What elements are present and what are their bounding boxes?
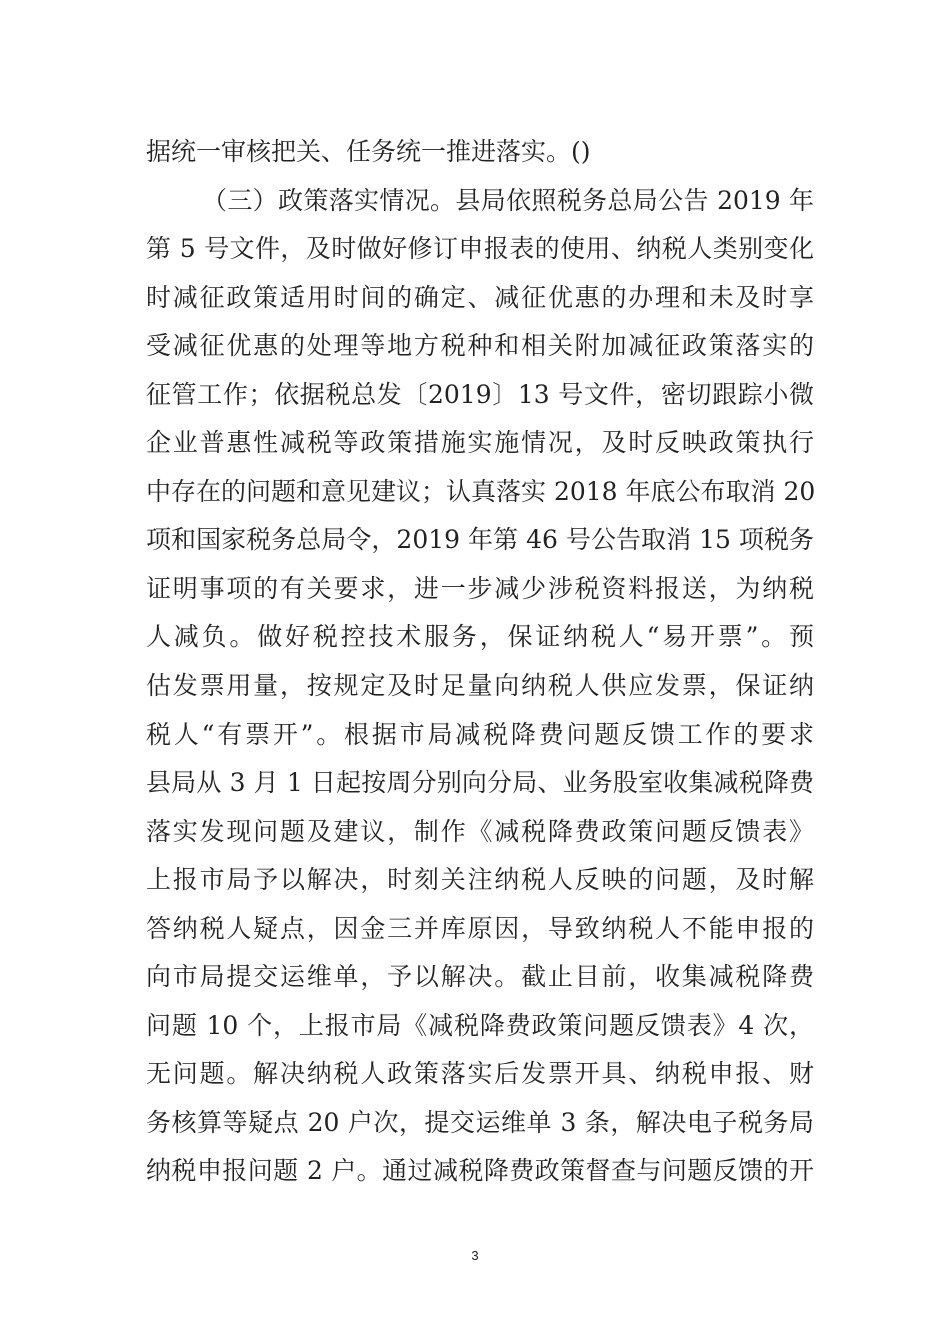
text-line-15: 落实发现问题及建议，制作《减税降费政策问题反馈表》 [146, 816, 814, 846]
text-line-16: 上报市局予以解决，时刻关注纳税人反映的问题，及时解 [146, 865, 814, 895]
text-line-9: 项和国家税务总局令，2019 年第 46 号公告取消 15 项税务 [146, 525, 814, 555]
text-line-12: 估发票用量，按规定及时足量向纳税人供应发票，保证纳 [146, 671, 814, 701]
text-line-11: 人减负。做好税控技术服务，保证纳税人“易开票”。预 [146, 622, 814, 652]
text-line-14: 县局从 3 月 1 日起按周分别向分局、业务股室收集减税降费 [146, 768, 814, 798]
page-number: 3 [471, 1248, 479, 1263]
text-line-17: 答纳税人疑点，因金三并库原因，导致纳税人不能申报的 [146, 913, 814, 943]
text-line-18: 向市局提交运维单，予以解决。截止目前，收集减税降费 [146, 962, 814, 992]
text-line-5: 受减征优惠的处理等地方税种和相关附加减征政策落实的 [146, 331, 814, 361]
text-line-3: 第 5 号文件，及时做好修订申报表的使用、纳税人类别变化 [146, 234, 814, 264]
text-line-20: 无问题。解决纳税人政策落实后发票开具、纳税申报、财 [146, 1059, 814, 1089]
text-line-10: 证明事项的有关要求，进一步减少涉税资料报送，为纳税 [146, 573, 814, 603]
text-line-22: 纳税申报问题 2 户。通过减税降费政策督查与问题反馈的开 [146, 1156, 814, 1186]
text-line-2: （三）政策落实情况。县局依照税务总局公告 2019 年 [202, 185, 814, 215]
text-line-7: 企业普惠性减税等政策措施实施情况，及时反映政策执行 [146, 428, 814, 458]
text-line-21: 务核算等疑点 20 户次，提交运维单 3 条，解决电子税务局 [146, 1107, 814, 1137]
text-line-19: 问题 10 个，上报市局《减税降费政策问题反馈表》4 次， [146, 1010, 814, 1040]
text-line-1: 据统一审核把关、任务统一推进落实。() [146, 137, 591, 166]
text-line-6: 征管工作；依据税总发〔2019〕13 号文件，密切跟踪小微 [146, 379, 814, 409]
body-text [146, 128, 814, 1196]
text-line-8: 中存在的问题和意见建议；认真落实 2018 年底公布取消 20 [146, 476, 816, 506]
text-line-13: 税人“有票开”。根据市局减税降费问题反馈工作的要求 [146, 719, 814, 749]
text-line-4: 时减征政策适用时间的确定、减征优惠的办理和未及时享 [146, 282, 814, 312]
